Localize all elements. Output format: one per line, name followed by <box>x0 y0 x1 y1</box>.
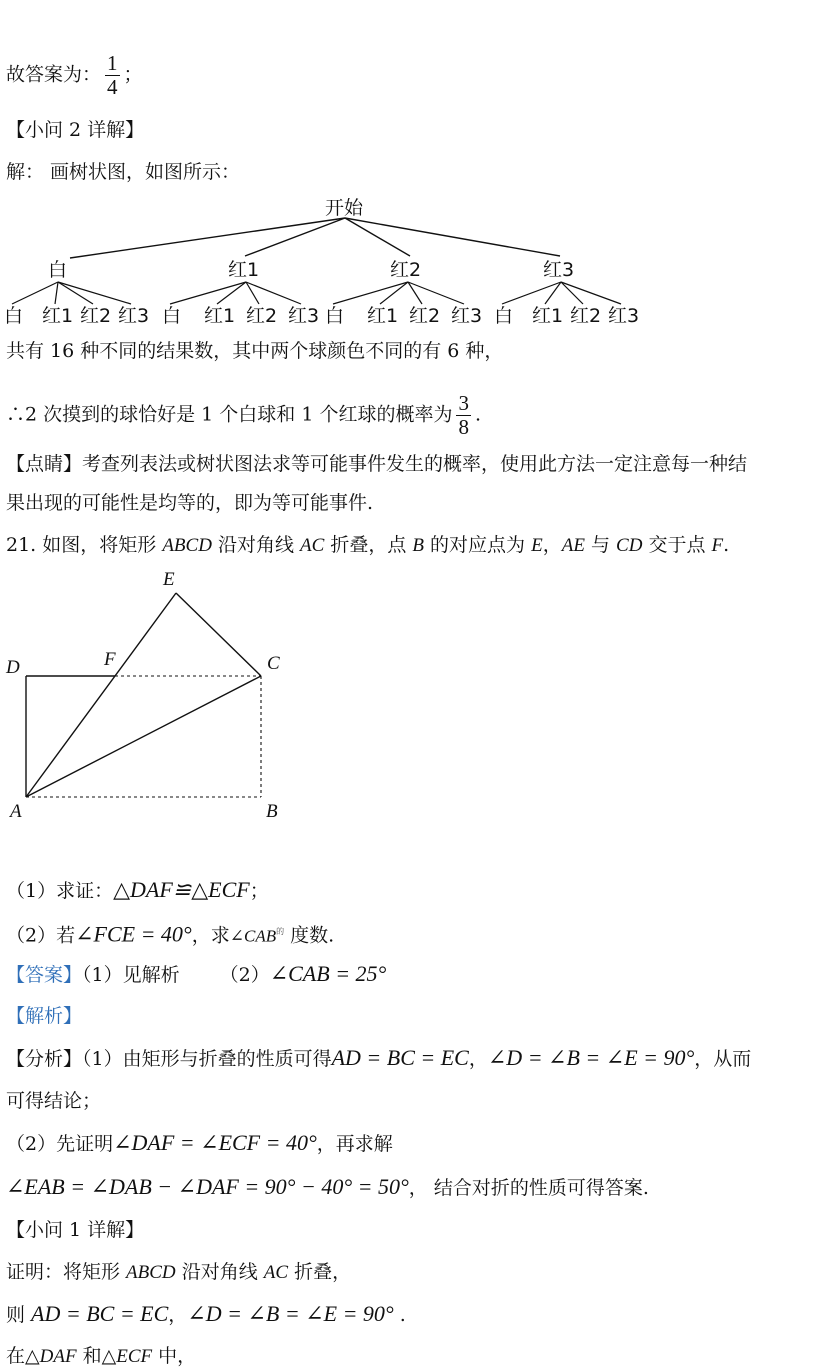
answer-part-2-label: （2） <box>219 964 270 986</box>
tree-leaf-label: 白 <box>494 305 514 327</box>
proof-var: ABCD <box>126 1262 176 1283</box>
q2-heading: 【小问 2 详解】 <box>6 119 145 141</box>
fraction-numerator: 1 <box>107 51 118 75</box>
comment-line-2: 果出现的可能性是均等的，即为等可能事件. <box>6 492 374 514</box>
tree-leaf-labels <box>4 305 639 327</box>
tree-leaf-label: 红1 <box>532 305 564 327</box>
edge-root-branch-1 <box>70 218 345 258</box>
analysis-math: ∠DAF = ∠ECF = 40° <box>113 1130 317 1155</box>
tree-leaf-edge <box>502 282 561 304</box>
answer-tag: 【答案】 <box>6 964 83 986</box>
tree-diagram <box>0 190 832 330</box>
proof-var: AC <box>263 1262 289 1283</box>
sub2-prefix: （2）若 <box>6 924 76 947</box>
proof-math: ∠D = ∠B = ∠E = 90° <box>187 1301 394 1326</box>
tree-leaf-label: 红2 <box>409 305 441 327</box>
label-e: E <box>163 569 175 590</box>
analysis-math: ∠EAB = ∠DAB − ∠DAF = 90° − 40° = 50° <box>6 1174 409 1199</box>
sub2-mark: 的 <box>276 927 285 936</box>
label-a: A <box>10 801 22 822</box>
tree-root: 开始 <box>325 197 364 219</box>
tree-branch-labels <box>48 259 574 281</box>
tree-leaf-label: 红3 <box>118 305 150 327</box>
q21-var-ae: AE <box>561 535 585 556</box>
q21-var-ac: AC <box>300 535 325 556</box>
analysis-line-1 <box>6 1046 751 1071</box>
proof-line-1 <box>6 1260 351 1285</box>
proof-var: DAF <box>39 1346 77 1367</box>
analysis-line-4 <box>6 1175 649 1200</box>
tree-leaf-label: 红1 <box>42 305 74 327</box>
sub-question-2 <box>6 920 334 948</box>
sub1-math: △DAF≌△ECF <box>113 877 250 902</box>
q21-text: . <box>723 534 730 556</box>
tree-leaf-label: 白 <box>4 305 24 327</box>
sub2-math2: ∠CAB <box>229 926 277 946</box>
tree-branch-label: 红1 <box>228 259 260 281</box>
proof-text: 沿对角线 <box>175 1261 264 1283</box>
segment-ac <box>26 676 261 797</box>
answer-prefix: 故答案为： <box>6 63 102 86</box>
tree-leaf-edge <box>217 282 246 304</box>
q21-var-cd: CD <box>616 535 643 556</box>
q1-heading: 【小问 1 详解】 <box>6 1219 145 1241</box>
q21-var-e: E <box>531 535 543 556</box>
comment-line-1: 【点睛】考查列表法或树状图法求等可能事件发生的概率，使用此方法一定注意每一种结 <box>6 453 748 475</box>
fraction-denominator: 8 <box>458 415 469 439</box>
answer-part-2-math: ∠CAB = 25° <box>269 961 387 986</box>
proof-text: 折叠， <box>288 1261 352 1283</box>
proof-line-3 <box>6 1344 196 1369</box>
tree-leaf-label: 红2 <box>246 305 278 327</box>
analysis-text: ， 结合对折的性质可得答案. <box>408 1177 649 1199</box>
analysis-heading: 【分析】 <box>6 1048 83 1070</box>
tree-leaf-edge <box>561 282 583 304</box>
proof-math: AD = BC = EC <box>31 1301 169 1326</box>
analysis-math: AD = BC = EC <box>331 1045 469 1070</box>
tree-leaf-label: 白 <box>325 305 345 327</box>
analysis-text: （2）先证明 <box>6 1133 114 1155</box>
label-c: C <box>267 653 280 674</box>
prob-suffix: . <box>474 403 482 426</box>
proof-text: ， <box>168 1304 188 1326</box>
answer-suffix: ； <box>123 63 143 86</box>
answer-part-1: （1）见解析 <box>82 964 180 986</box>
sub1-suffix: ； <box>249 880 269 902</box>
analysis-text: ，从而 <box>694 1048 752 1070</box>
probability-line <box>6 392 481 439</box>
proof-var: ECF <box>116 1346 153 1367</box>
tree-leaf-edge <box>58 282 93 304</box>
geometry-figure <box>0 565 832 835</box>
tree-branch-label: 白 <box>48 259 68 281</box>
proof-text: 则 <box>6 1304 32 1326</box>
tree-leaf-label: 红3 <box>288 305 320 327</box>
tree-leaf-edge <box>246 282 259 304</box>
sub2-mid: ，求 <box>191 924 230 947</box>
tree-leaf-label: 红1 <box>204 305 236 327</box>
proof-line-2 <box>6 1302 406 1327</box>
answer-line <box>6 52 143 99</box>
tree-leaf-edge <box>333 282 408 304</box>
fraction-numerator: 3 <box>458 391 469 415</box>
sub-question-1 <box>6 878 269 903</box>
label-b: B <box>266 801 278 822</box>
tree-leaf-edges <box>12 282 621 304</box>
tree-root-edges <box>70 218 560 258</box>
analysis-line-2: 可得结论； <box>6 1090 102 1112</box>
segment-ec <box>176 593 261 676</box>
analysis-text: ， <box>468 1048 488 1070</box>
proof-text: 证明：将矩形 <box>6 1261 127 1283</box>
q21-text: 交于点 <box>642 534 712 556</box>
total-line: 共有 16 种不同的结果数，其中两个球颜色不同的有 6 种， <box>6 340 504 362</box>
q21-text: 如图，将矩形 <box>36 534 163 556</box>
proof-text: 和△ <box>76 1345 117 1367</box>
fraction-denominator: 4 <box>107 75 118 99</box>
fraction-one-quarter <box>105 52 120 99</box>
tree-leaf-edge <box>58 282 131 304</box>
proof-text: . <box>393 1304 406 1326</box>
tree-leaf-edge <box>561 282 621 304</box>
tree-leaf-edge <box>408 282 464 304</box>
q21-text: ， <box>542 534 562 556</box>
analysis-tag: 【解析】 <box>6 1005 83 1027</box>
q21-text: 沿对角线 <box>211 534 301 556</box>
question-number: 21. <box>6 534 37 556</box>
sub2-suffix: 度数. <box>284 924 335 947</box>
analysis-text: （1）由矩形与折叠的性质可得 <box>82 1048 332 1070</box>
proof-text: 在△ <box>6 1345 40 1367</box>
tree-leaf-label: 红1 <box>367 305 399 327</box>
sub2-math: ∠FCE = 40° <box>75 921 192 947</box>
tree-leaf-edge <box>380 282 408 304</box>
prob-prefix: ∴2 次摸到的球恰好是 1 个白球和 1 个红球的概率为 <box>6 403 453 426</box>
sub1-prefix: （1）求证： <box>6 880 114 902</box>
q21-text: 的对应点为 <box>424 534 532 556</box>
analysis-text: ，再求解 <box>316 1133 393 1155</box>
tree-leaf-label: 红2 <box>80 305 112 327</box>
tree-leaf-label: 红3 <box>608 305 640 327</box>
q21-text: 与 <box>584 534 617 556</box>
tree-branch-label: 红3 <box>543 259 575 281</box>
segment-ae <box>26 593 176 797</box>
q21-text: 折叠，点 <box>324 534 413 556</box>
label-f: F <box>104 649 116 670</box>
label-d: D <box>6 657 20 678</box>
tree-leaf-edge <box>170 282 246 304</box>
question-21 <box>6 533 729 558</box>
tree-leaf-label: 白 <box>162 305 182 327</box>
answer-row <box>6 962 386 987</box>
tree-leaf-edge <box>12 282 58 304</box>
edge-root-branch-2 <box>245 218 345 256</box>
q21-var-f: F <box>711 535 724 556</box>
tree-leaf-edge <box>246 282 301 304</box>
proof-text: 中， <box>152 1345 197 1367</box>
analysis-line-3 <box>6 1131 393 1156</box>
fraction-three-eighths <box>456 392 471 439</box>
tree-leaf-edge <box>55 282 58 304</box>
tree-leaf-label: 红3 <box>451 305 483 327</box>
q2-intro: 解： 画树状图，如图所示： <box>6 161 241 183</box>
analysis-math: ∠D = ∠B = ∠E = 90° <box>487 1045 695 1070</box>
q21-var-abcd: ABCD <box>162 535 212 556</box>
tree-branch-label: 红2 <box>390 259 422 281</box>
q21-var-b: B <box>412 535 424 556</box>
tree-leaf-label: 红2 <box>570 305 602 327</box>
